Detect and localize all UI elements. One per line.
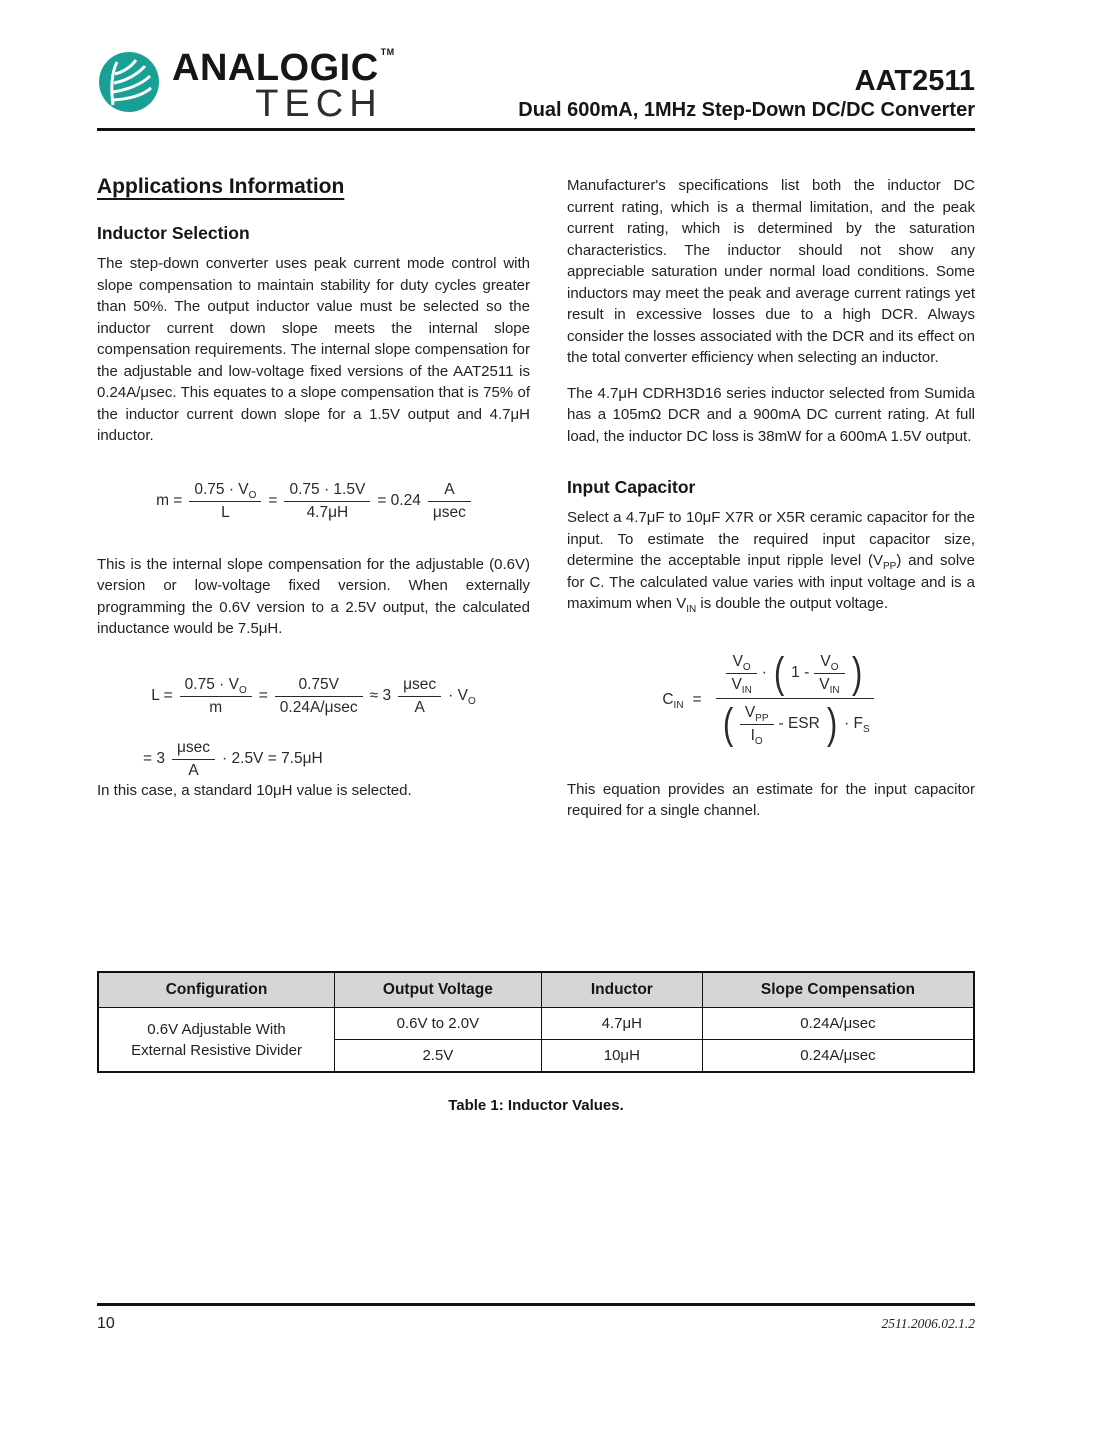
cin-den-fs: · $F_S$ xyxy=(844,715,870,736)
table-caption: Table 1: Inductor Values. xyxy=(448,1097,624,1115)
page-number: 10 xyxy=(97,1315,115,1332)
page-footer xyxy=(97,1303,975,1333)
cin-num-rparen: ) xyxy=(851,649,862,698)
inductor-selection-paragraph-1: The step-down converter uses peak current mode control with slope compensation to maintain stability for duty cycles greater than 50%. The output inductor value must be selected so the inductor current down slope meets the internal slope compensation requirements. The internal slope compensation for the adjustable and low-voltage fixed versions of the AAT2511 is 0.24A/μsec. This equates to a slope compensation that is 75% of the inductor current down slope for a 1.5V output and 4.7μH inductor. xyxy=(97,255,530,445)
page-header xyxy=(97,0,975,126)
formula-l1-tail: · $V_O$ xyxy=(448,687,476,708)
inductance-formula-line1 xyxy=(97,676,530,717)
formula-l1-frac1-den: m xyxy=(209,698,223,716)
inductance-formula-line2 xyxy=(97,739,530,780)
slope-compensation-cell: 0.24A/μsec xyxy=(702,1008,974,1040)
brand-text xyxy=(172,47,395,126)
formula-m-eq2: = 0.24 xyxy=(377,492,421,510)
formula-l1-frac2 xyxy=(275,676,363,717)
formula-cin-lhs: $C_{IN}$ xyxy=(662,690,684,712)
brand-block xyxy=(97,47,395,126)
formula-l2-frac-den: A xyxy=(188,761,199,779)
cin-num-frac2-den: $V_{IN}$ xyxy=(819,675,840,697)
formula-l2-lhs: = 3 xyxy=(143,750,165,768)
analogictech-leaf-logo xyxy=(97,50,161,114)
formula-l2-frac-num: μsec xyxy=(172,739,215,760)
cin-num-frac2-num: $V_O$ xyxy=(814,653,844,674)
inductor-values-table-wrap xyxy=(97,971,975,1114)
configuration-line1: 0.6V Adjustable With xyxy=(147,1020,286,1038)
formula-cin-denominator xyxy=(711,702,880,749)
applications-information-title: Applications Information xyxy=(97,175,345,199)
formula-m-frac1-num: $0.75 \cdot V_O$ xyxy=(189,481,261,502)
brand-name-top xyxy=(172,47,395,89)
part-number: AAT2511 xyxy=(854,65,975,98)
cin-den-rparen: ) xyxy=(826,700,838,749)
cin-num-one-minus: 1 - xyxy=(791,664,810,682)
formula-l1-frac2-den: 0.24A/μsec xyxy=(279,698,358,716)
formula-l1-approx: ≈ 3 xyxy=(369,687,392,705)
inductor-cell: 4.7μH xyxy=(541,1008,702,1040)
formula-m-frac1-den: L xyxy=(221,503,230,521)
formula-l1-frac2-num: 0.75V xyxy=(275,676,363,697)
formula-l1-frac3 xyxy=(398,676,441,717)
formula-l2-tail: · 2.5V = 7.5μH xyxy=(222,750,323,768)
cin-num-frac1-num: $V_O$ xyxy=(726,653,756,674)
inductor-selection-paragraph-2: This is the internal slope compensation for the adjustable (0.6V) version or low-voltage fixed version. When externally programming the 0.6V version to a 2.5V output, the calculated inductance would be 7.5μH. xyxy=(97,555,530,638)
configuration-cell xyxy=(98,1008,335,1073)
formula-m-frac3 xyxy=(428,481,471,522)
cin-den-frac-den: $I_O$ xyxy=(750,726,763,748)
inductor-selection-paragraph-3: In this case, a standard 10μH value is selected. xyxy=(97,781,412,799)
formula-cin-numerator xyxy=(716,651,873,699)
inductor-cell: 10μH xyxy=(541,1040,702,1073)
formula-cin-bigfrac xyxy=(711,651,880,749)
cin-num-frac1 xyxy=(726,652,756,697)
output-voltage-cell: 2.5V xyxy=(335,1040,542,1073)
output-voltage-cell: 0.6V to 2.0V xyxy=(335,1008,542,1040)
formula-m-frac3-num: A xyxy=(428,481,471,502)
col-header-configuration: Configuration xyxy=(98,972,335,1008)
brand-analogic: ANALOGIC xyxy=(172,47,379,89)
left-column xyxy=(97,175,530,815)
header-right xyxy=(518,66,975,122)
configuration-line2: External Resistive Divider xyxy=(131,1041,302,1059)
formula-l1-frac1 xyxy=(180,676,252,717)
formula-m-frac2 xyxy=(284,481,370,522)
input-capacitor-formula xyxy=(567,651,975,749)
formula-m-eq1: = xyxy=(268,492,278,510)
cin-den-frac-num: $V_{PP}$ xyxy=(740,704,774,725)
formula-m-frac2-den: 4.7μH xyxy=(306,503,349,521)
input-capacitor-note-paragraph: This equation provides an estimate for the input capacitor required for a single channel. xyxy=(567,780,975,820)
cin-num-dot: · xyxy=(761,664,767,682)
slope-compensation-cell: 0.24A/μsec xyxy=(702,1040,974,1073)
slope-compensation-formula xyxy=(97,481,530,522)
main-columns xyxy=(97,175,975,971)
trademark-symbol: TM xyxy=(380,47,395,57)
inductor-selection-title: Inductor Selection xyxy=(97,223,250,244)
formula-cin-eq: = xyxy=(692,690,702,708)
cin-den-lparen: ( xyxy=(722,700,733,749)
formula-l1-lhs: L = xyxy=(151,687,173,705)
formula-m-frac2-num: 0.75 · 1.5V xyxy=(284,481,370,502)
header-rule xyxy=(97,128,975,131)
col-header-inductor: Inductor xyxy=(541,972,702,1008)
formula-l1-frac3-num: μsec xyxy=(398,676,441,697)
input-capacitor-title: Input Capacitor xyxy=(567,477,696,498)
formula-l1-frac3-den: A xyxy=(414,698,425,716)
col-header-slope-compensation: Slope Compensation xyxy=(702,972,974,1008)
cin-num-lparen: ( xyxy=(773,649,785,698)
cin-den-frac xyxy=(740,703,774,748)
table-row xyxy=(98,1008,974,1040)
cin-den-esr: - ESR xyxy=(778,715,820,733)
inductor-values-table xyxy=(97,971,975,1073)
inductor-spec-paragraph-1: Manufacturer's specifications list both the inductor DC current rating, which is a thermal limitation, and the peak current rating, which is determined by the saturation characteristics. The inductor should not show any appreciable saturation under normal load conditions. Some inductors may meet the peak and average current ratings yet result in excessive losses due to a high DCR. Always consider the losses associated with the DCR and its effect on the total converter efficiency when selecting an inductor. xyxy=(567,177,975,367)
formula-m-frac1 xyxy=(189,481,261,522)
formula-m-frac3-den: μsec xyxy=(432,503,466,521)
input-capacitor-paragraph: Select a 4.7μF to 10μF X7R or X5R ceramic capacitor for the input. To estimate the required input capacitor size, determine the acceptable input ripple level $(V_{PP})$ and solve for C. The calculated value varies with input voltage and is a maximum when $V_{IN}$ is double the output voltage. xyxy=(567,509,975,616)
cin-num-frac1-den: $V_{IN}$ xyxy=(731,675,752,697)
inductor-spec-paragraph-2: The 4.7μH CDRH3D16 series inductor selected from Sumida has a 105mΩ DCR and a 900mA DC current rating. At full load, the inductor DC loss is 38mW for a 600mA 1.5V output. xyxy=(567,384,975,445)
formula-l2-frac xyxy=(172,739,215,780)
cin-num-frac2 xyxy=(814,652,844,697)
formula-l1-eq1: = xyxy=(258,687,268,705)
brand-name-bottom: TECH xyxy=(255,83,383,126)
formula-m-lhs: m = xyxy=(156,492,183,510)
col-header-output-voltage: Output Voltage xyxy=(335,972,542,1008)
table-header-row xyxy=(98,972,974,1008)
formula-l1-frac1-num: $0.75 \cdot V_O$ xyxy=(180,676,252,697)
doc-version: 2511.2006.02.1.2 xyxy=(881,1316,975,1331)
right-column xyxy=(567,175,975,836)
doc-subtitle: Dual 600mA, 1MHz Step-Down DC/DC Converter xyxy=(518,99,975,122)
